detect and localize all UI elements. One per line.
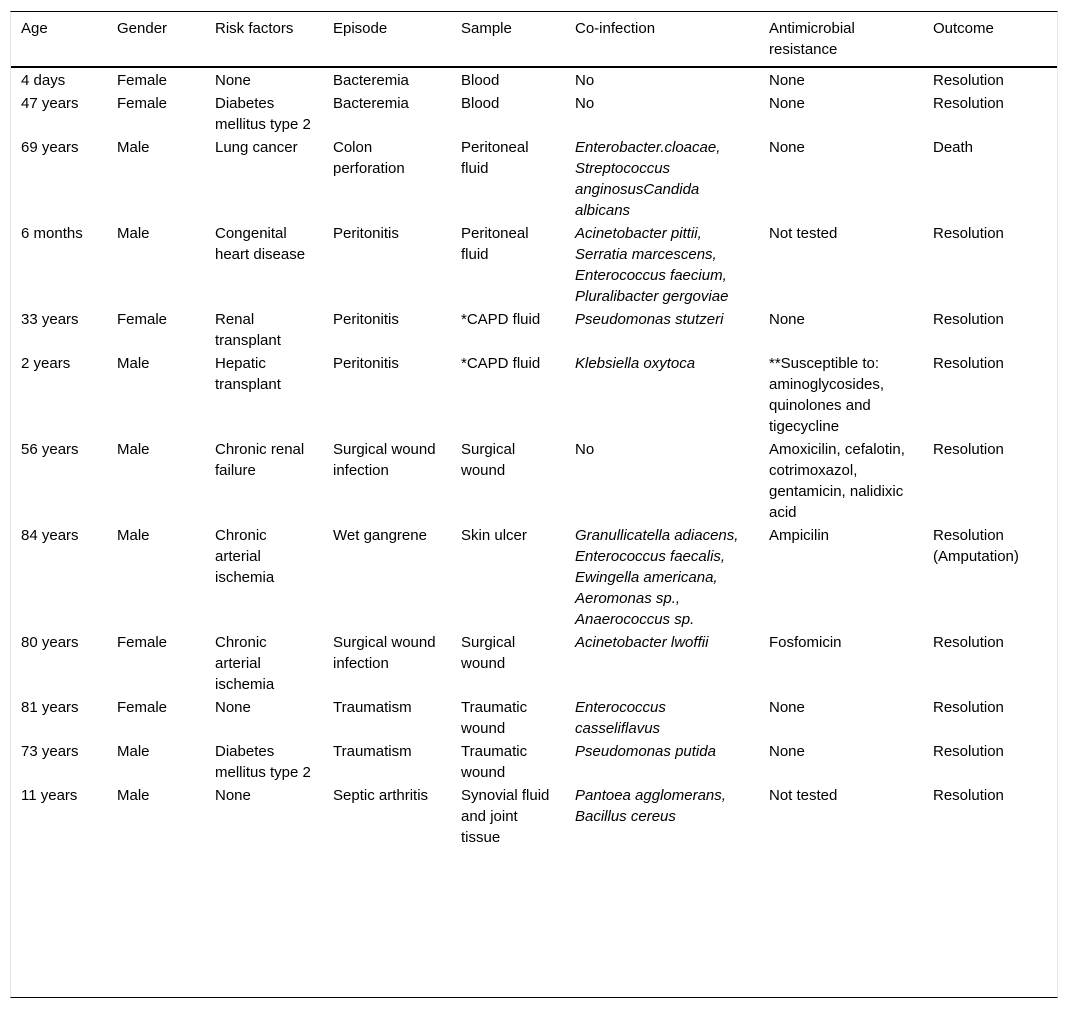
header-gender: Gender [107,12,205,67]
cell-outcome: Resolution [933,634,1004,651]
cell-antimicrobial-resistance: None [769,72,805,89]
table-row [11,136,1057,222]
cell-risk-factors: Diabetes mellitus type 2 [215,95,311,133]
cell-antimicrobial-resistance: Not tested [769,225,838,242]
cell-sample: Synovial fluid and joint tissue [461,787,550,846]
cell-gender: Female [117,311,168,328]
header-outcome: Outcome [923,12,1057,67]
cell-risk-factors: Congenital heart disease [215,225,306,263]
cell-episode: Peritonitis [333,225,399,242]
header-sample: Sample [451,12,565,67]
cell-sample: Surgical wound [461,441,516,479]
cell-gender: Female [117,72,168,89]
cell-sample: *CAPD fluid [461,311,541,328]
table-row [11,222,1057,308]
header-episode: Episode [323,12,451,67]
header-row [11,12,1057,67]
cell-risk-factors: None [215,699,251,716]
header-co-infection: Co-infection [565,12,759,67]
cell-risk-factors: Chronic arterial ischemia [215,634,275,693]
table-row [11,438,1057,524]
cell-outcome: Resolution [933,787,1004,804]
cell-episode: Bacteremia [333,72,409,89]
cell-episode: Traumatism [333,743,412,760]
table-row [11,784,1057,849]
cell-antimicrobial-resistance: None [769,139,805,156]
cell-episode: Peritonitis [333,311,399,328]
cell-episode: Surgical wound infection [333,441,436,479]
cell-episode: Septic arthritis [333,787,429,804]
cell-age: 11 years [21,787,78,804]
cell-age: 6 months [21,225,83,242]
cell-outcome: Resolution (Amputation) [933,527,1019,565]
cell-antimicrobial-resistance: Ampicilin [769,527,830,544]
table-row [11,92,1057,136]
table-header [11,12,1057,67]
cell-antimicrobial-resistance: None [769,311,805,328]
cell-outcome: Resolution [933,743,1004,760]
cell-gender: Male [117,527,150,544]
cell-co-infection: Pseudomonas stutzeri [575,311,724,328]
cell-age: 47 years [21,95,79,112]
cell-co-infection: Pantoea agglomerans, Bacillus cereus [575,787,726,825]
cell-risk-factors: Diabetes mellitus type 2 [215,743,311,781]
cell-co-infection: Enterococcus casseliflavus [575,699,666,737]
cell-outcome: Resolution [933,699,1004,716]
cell-antimicrobial-resistance: None [769,95,805,112]
cell-risk-factors: Renal transplant [215,311,281,349]
cell-antimicrobial-resistance: **Susceptible to: aminoglycosides, quinolones and tigecycline [769,355,885,435]
cell-outcome: Resolution [933,355,1004,372]
cell-sample: Traumatic wound [461,743,528,781]
cell-co-infection: Granullicatella adiacens, Enterococcus faecalis, Ewingella americana, Aeromonas sp., Anaerococcus sp. [575,527,739,628]
cell-co-infection: No [575,95,595,112]
cell-risk-factors: Chronic arterial ischemia [215,527,275,586]
cell-age: 69 years [21,139,79,156]
cell-risk-factors: Hepatic transplant [215,355,281,393]
cell-co-infection: Klebsiella oxytoca [575,355,696,372]
cell-age: 56 years [21,441,79,458]
cell-antimicrobial-resistance: None [769,743,805,760]
data-table [11,12,1057,849]
header-risk-factors: Risk factors [205,12,323,67]
header-age: Age [11,12,107,67]
cell-sample: Blood [461,95,500,112]
table-body [11,67,1057,849]
table-row [11,524,1057,631]
cell-age: 81 years [21,699,79,716]
cell-gender: Female [117,95,168,112]
cell-gender: Female [117,699,168,716]
cell-antimicrobial-resistance: Not tested [769,787,838,804]
cell-antimicrobial-resistance: Amoxicilin, cefalotin, cotrimoxazol, gentamicin, nalidixic acid [769,441,905,521]
cell-age: 2 years [21,355,71,372]
cell-antimicrobial-resistance: None [769,699,805,716]
cell-risk-factors: Lung cancer [215,139,298,156]
cell-age: 73 years [21,743,79,760]
cell-episode: Peritonitis [333,355,399,372]
cell-outcome: Resolution [933,72,1004,89]
cell-outcome: Resolution [933,95,1004,112]
cell-sample: Peritoneal fluid [461,225,529,263]
cell-outcome: Resolution [933,311,1004,328]
cell-risk-factors: None [215,72,251,89]
cell-age: 84 years [21,527,79,544]
cell-risk-factors: Chronic renal failure [215,441,305,479]
cell-age: 4 days [21,72,66,89]
cell-outcome: Death [933,139,974,156]
cell-co-infection: Acinetobacter lwoffii [575,634,709,651]
cell-sample: Skin ulcer [461,527,527,544]
table-row [11,740,1057,784]
table-row [11,631,1057,696]
table-row [11,67,1057,92]
cell-gender: Male [117,355,150,372]
cell-outcome: Resolution [933,441,1004,458]
cell-age: 80 years [21,634,79,651]
cell-episode: Colon perforation [333,139,405,177]
cell-age: 33 years [21,311,79,328]
cell-episode: Bacteremia [333,95,409,112]
cell-co-infection: Enterobacter.cloacae, Streptococcus anginosusCandida albicans [575,139,721,219]
cell-episode: Traumatism [333,699,412,716]
cell-co-infection: Acinetobacter pittii, Serratia marcescens, Enterococcus faecium, Pluralibacter gergoviae [575,225,729,305]
cell-gender: Male [117,743,150,760]
cell-sample: *CAPD fluid [461,355,541,372]
cell-sample: Surgical wound [461,634,516,672]
cell-risk-factors: None [215,787,251,804]
cell-outcome: Resolution [933,225,1004,242]
cell-gender: Female [117,634,168,651]
cell-co-infection: Pseudomonas putida [575,743,716,760]
cell-sample: Peritoneal fluid [461,139,529,177]
table-row [11,352,1057,438]
cell-sample: Traumatic wound [461,699,528,737]
cell-gender: Male [117,787,150,804]
cell-episode: Surgical wound infection [333,634,436,672]
cell-sample: Blood [461,72,500,89]
cell-co-infection: No [575,441,595,458]
table-row [11,696,1057,740]
cell-gender: Male [117,441,150,458]
data-table-frame [10,11,1058,998]
cell-gender: Male [117,225,150,242]
cell-episode: Wet gangrene [333,527,427,544]
cell-antimicrobial-resistance: Fosfomicin [769,634,842,651]
table-row [11,308,1057,352]
cell-gender: Male [117,139,150,156]
header-antimicrobial-resistance: Antimicrobial resistance [759,12,923,67]
cell-co-infection: No [575,72,595,89]
